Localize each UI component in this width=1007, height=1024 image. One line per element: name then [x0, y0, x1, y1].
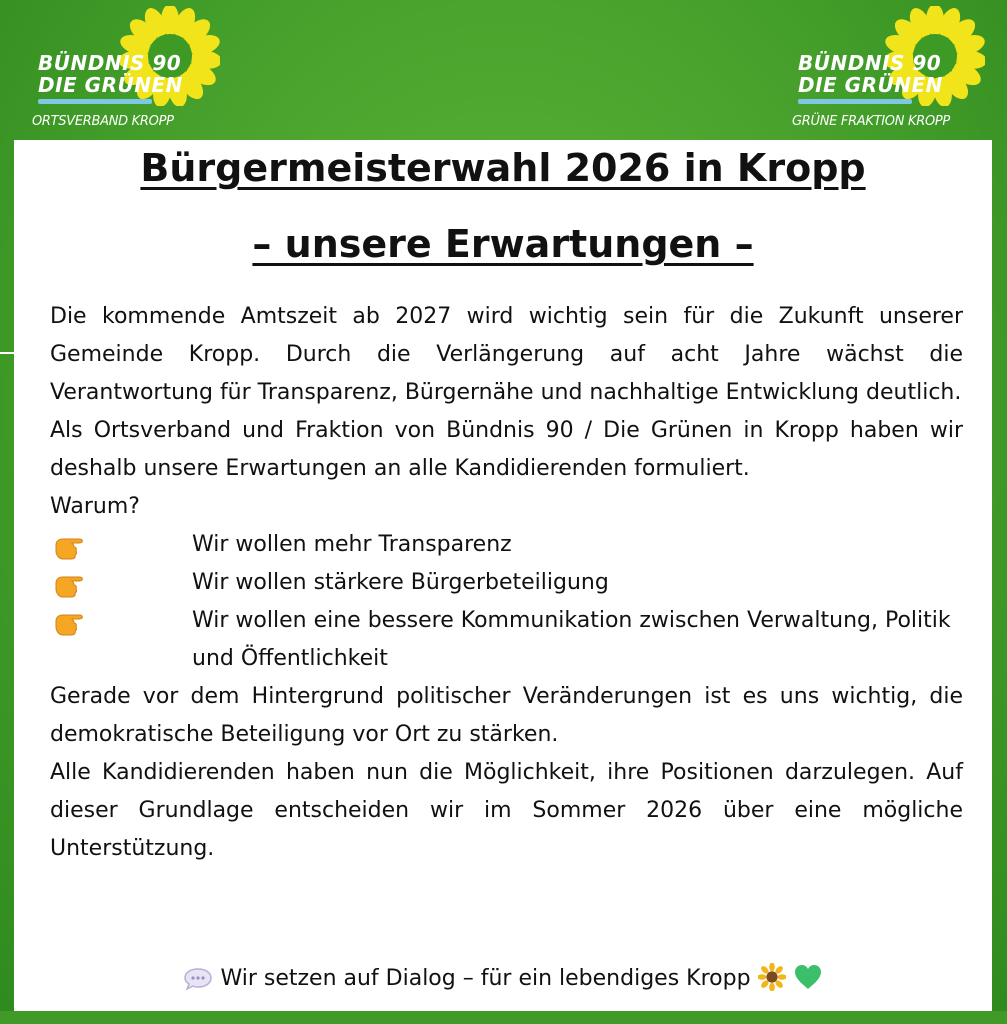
org-label: ORTSVERBAND KROPP [32, 114, 174, 129]
intro-paragraph-2: Als Ortsverband und Fraktion von Bündnis 90 / Die Grünen in Kropp haben wir deshalb unsere Erwartungen an alle Kandidierenden formuliert. [50, 418, 963, 481]
bullet-text: Wir wollen eine bessere Kommunikation zwischen Verwaltung, Politik und Öffentlichkeit [192, 608, 951, 671]
question-text: Warum? [50, 494, 140, 519]
pointing-hand-icon [50, 526, 192, 564]
green-heart-icon [793, 963, 823, 991]
brand-name-line2: DIE GRÜNEN [38, 73, 183, 97]
page-title: Bürgermeisterwahl 2026 in Kropp [140, 146, 866, 190]
bullet-text: Wir wollen stärkere Bürgerbeteiligung [192, 570, 609, 595]
brand-name-line1: BÜNDNIS 90 [798, 51, 942, 75]
logo-fraktion [790, 6, 990, 136]
page-subtitle: – unsere Erwartungen – [252, 222, 754, 266]
closing-paragraph-1: Gerade vor dem Hintergrund politischer Veränderungen ist es uns wichtig, die demokratische Beteiligung vor Ort zu stärken. [50, 684, 963, 747]
divider [0, 352, 14, 354]
closing-paragraph-2: Alle Kandidierenden haben nun die Möglichkeit, ihre Positionen darzulegen. Auf dieser Grundlage entscheiden wir im Sommer 2026 über eine mögliche Unterstützung. [50, 760, 963, 861]
speech-bubble-icon [183, 967, 213, 991]
brand-underline [38, 99, 152, 104]
body-text [50, 298, 963, 868]
list-item [50, 526, 963, 564]
pointing-hand-icon [50, 602, 192, 640]
list-item [50, 564, 963, 602]
footer-line [14, 963, 992, 991]
intro-paragraph-1: Die kommende Amtszeit ab 2027 wird wichtig sein für die Zukunft unserer Gemeinde Kropp. Durch die Verlängerung auf acht Jahre wächst die Verantwortung für Transparenz, Bürgernähe und nachhaltige Entwicklung deutlich. [50, 304, 963, 405]
brand-underline [798, 99, 912, 104]
content-card [14, 140, 992, 1011]
bottom-bar [0, 1011, 1007, 1024]
sunflower-icon [758, 963, 786, 991]
pointing-hand-icon [50, 564, 192, 602]
footer-text: Wir setzen auf Dialog – für ein lebendiges Kropp [220, 966, 751, 991]
bullet-text: Wir wollen mehr Transparenz [192, 532, 512, 557]
list-item [50, 602, 963, 678]
org-label: GRÜNE FRAKTION KROPP [792, 114, 950, 129]
brand-name-line1: BÜNDNIS 90 [38, 51, 182, 75]
brand-name-line2: DIE GRÜNEN [798, 73, 943, 97]
logo-ortsverband [30, 6, 230, 136]
